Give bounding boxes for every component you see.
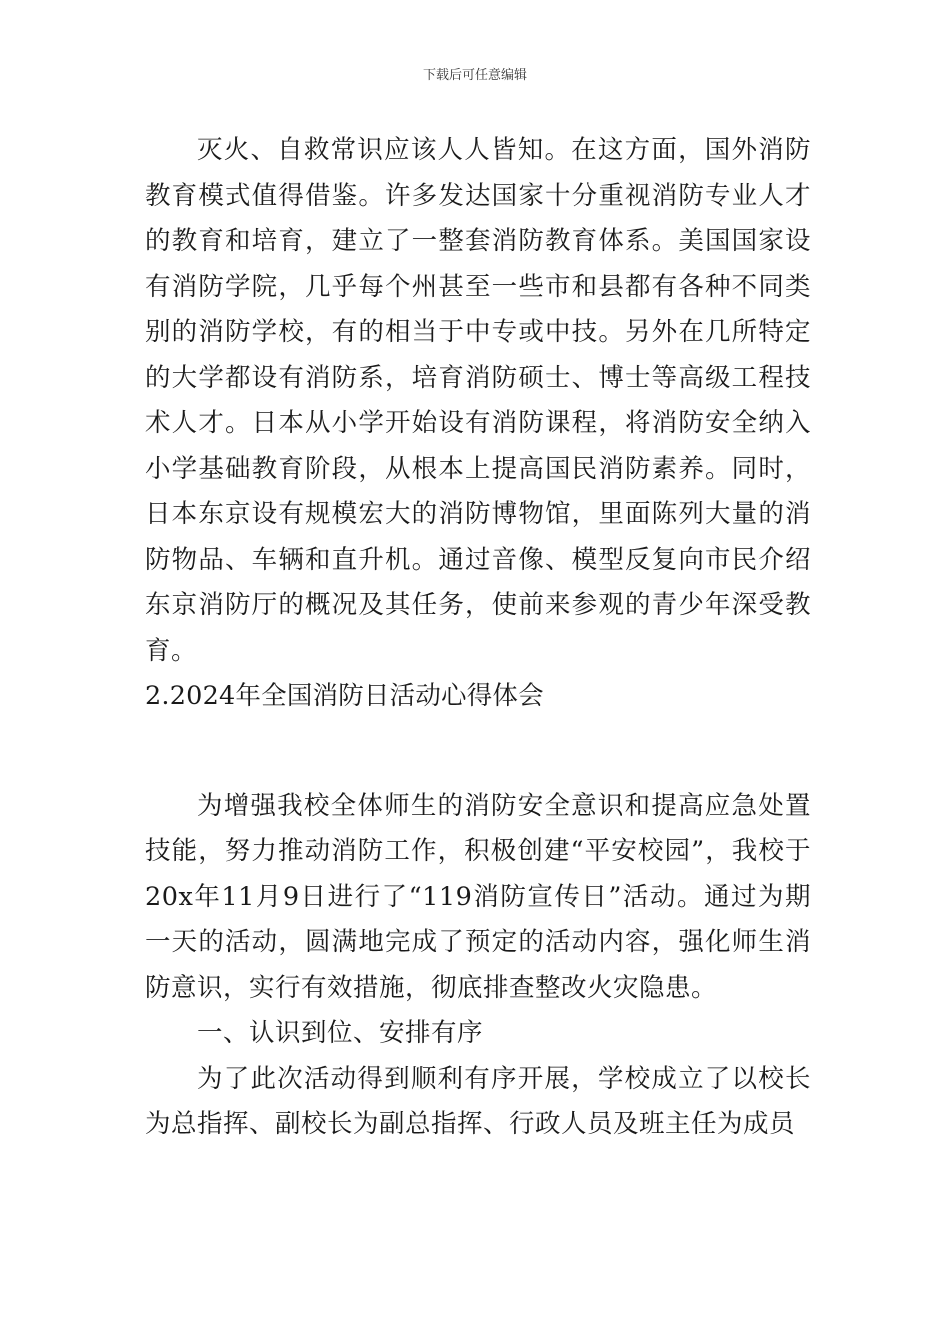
paragraph-fire-education-abroad: 灭火、自救常识应该人人皆知。在这方面，国外消防教育模式值得借鉴。许多发达国家十分重视消防专业人才的教育和培育，建立了一整套消防教育体系。美国国家设有消防学院，几乎每个州甚至一些市和县都有各种不同类别的消防学校，有的相当于中专或中技。另外在几所特定的大学都设有消防系，培育消防硕士、博士等高级工程技术人才。日本从小学开始设有消防课程，将消防安全纳入小学基础教育阶段，从根本上提高国民消防素养。同时，日本东京设有规模宏大的消防博物馆，里面陈列大量的消防物品、车辆和直升机。通过音像、模型反复向市民介绍东京消防厅的概况及其任务，使前来参观的青少年深受教育。 (145, 135, 811, 666)
subheading-arrangement: 一、认识到位、安排有序 (197, 1018, 484, 1048)
page-header-note: 下载后可任意编辑 (422, 68, 527, 83)
section-title: 2.2024年全国消防日活动心得体会 (145, 681, 544, 711)
paragraph-activity-summary: 为增强我校全体师生的消防安全意识和提高应急处置技能，努力推动消防工作，积极创建“平安校园”，我校于20x年11月9日进行了“119消防宣传日”活动。通过为期一天的活动，圆满地完成了预定的活动内容，强化师生消防意识，实行有效措施，彻底排查整改火灾隐患。 (145, 790, 811, 1003)
section-spacer (145, 720, 811, 784)
document-body (145, 128, 811, 1148)
paragraph-organization: 为了此次活动得到顺利有序开展，学校成立了以校长为总指挥、副校长为副总指挥、行政人员及班主任为成员 (145, 1063, 811, 1139)
